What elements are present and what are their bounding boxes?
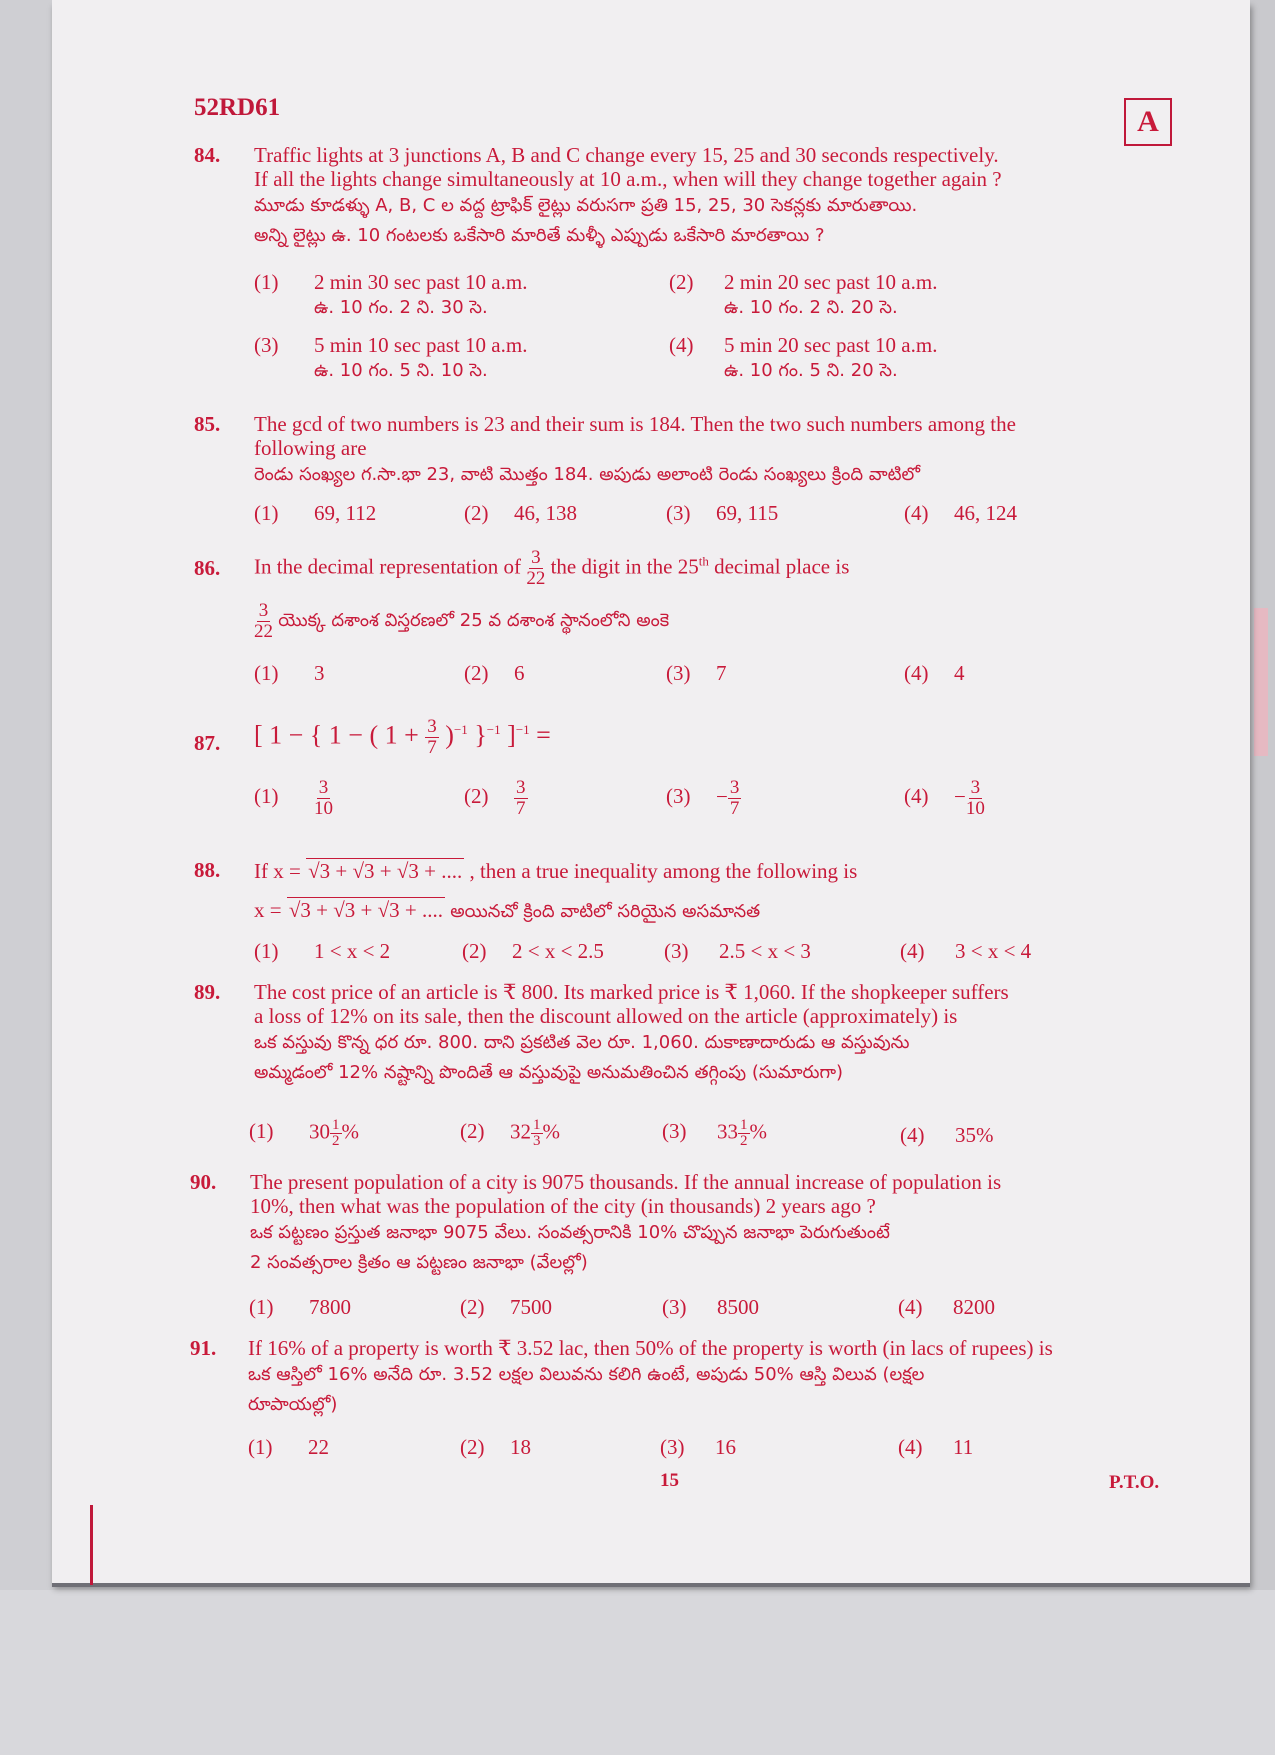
option-4[interactable]: (4) 8200 — [898, 1295, 995, 1319]
question-89 — [194, 980, 1164, 1150]
question-telugu-line: 2 సంవత్సరాల క్రితం ఆ పట్టణం జనాభా (వేలల్లో) — [250, 1252, 588, 1273]
option-3[interactable]: (3) 5 min 10 sec past 10 a.m. ఉ. 10 గం. 5 ని. 10 సె. — [254, 333, 528, 381]
question-telugu-line: ఒక వస్తువు కొన్న ధర రూ. 800. దాని ప్రకటిత వెల రూ. 1,060. దుకాణాదారుడు ఆ వస్తువును — [254, 1032, 910, 1053]
question-english-line: If all the lights change simultaneously at 10 a.m., when will they change together again ? — [254, 167, 1002, 191]
question-english-line: 10%, then what was the population of the city (in thousands) 2 years ago ? — [250, 1194, 876, 1218]
option-4[interactable]: (4) 11 — [898, 1435, 974, 1459]
option-4[interactable]: (4) 3 < x < 4 — [900, 939, 1032, 963]
page-number: 15 — [660, 1470, 679, 1491]
pto-label: P.T.O. — [1109, 1472, 1160, 1493]
question-number: 85. — [194, 412, 221, 436]
question-english-line: The present population of a city is 9075 thousands. If the annual increase of population is — [250, 1170, 1002, 1194]
option-1[interactable]: (1) 22 — [248, 1435, 329, 1459]
question-number: 84. — [194, 143, 221, 167]
option-1[interactable]: (1) $\frac{3}{10}$ — [254, 777, 333, 819]
option-3[interactable]: (3) 8500 — [662, 1295, 759, 1319]
background-below-page — [0, 1590, 1275, 1755]
question-number: 91. — [190, 1336, 217, 1360]
question-number: 89. — [194, 980, 221, 1004]
option-2[interactable]: (2) 18 — [460, 1435, 531, 1459]
option-3[interactable]: (3) 2.5 < x < 3 — [664, 939, 811, 963]
option-1[interactable]: (1) 69, 112 — [254, 501, 377, 525]
nested-radical: √3 + √3 + √3 + .... — [288, 898, 443, 922]
math-expression: [ 1 − { 1 − ( 1 + $\frac{3}{7}$ )$^{-1}$ }$^{-1}$ ]$^{-1}$ = — [254, 716, 551, 759]
nested-radical: √3 + √3 + √3 + .... — [308, 859, 463, 883]
question-telugu-line: ఒక పట్టణం ప్రస్తుత జనాభా 9075 వేలు. సంవత్సరానికి 10% చొప్పున జనాభా పెరుగుతుంటే — [250, 1222, 890, 1243]
question-telugu-line: $\frac{3}{22}$ యొక్క దశాంశ విస్తరణలో 25 వ దశాంశ స్థానంలోని అంకె — [254, 600, 670, 642]
page-tab-marker — [1254, 608, 1268, 756]
option-1[interactable]: (1) 1 < x < 2 — [254, 939, 391, 963]
option-4[interactable]: (4) − $\frac{3}{10}$ — [904, 777, 985, 819]
option-3[interactable]: (3) 69, 115 — [666, 501, 779, 525]
question-telugu-line: అమ్మడంలో 12% నష్టాన్ని పొందితే ఆ వస్తువుపై అనుమతించిన తగ్గింపు (సుమారుగా) — [254, 1062, 844, 1083]
question-88 — [194, 858, 1164, 968]
question-telugu-line: అన్ని లైట్లు ఉ. 10 గంటలకు ఒకేసారి మారితే మళ్ళీ ఎప్పుడు ఒకేసారి మారతాయి ? — [254, 225, 825, 246]
question-english-line: The gcd of two numbers is 23 and their sum is 184. Then the two such numbers among the — [254, 412, 1016, 436]
question-number: 88. — [194, 858, 221, 882]
question-text — [254, 548, 1164, 642]
question-telugu-line: రెండు సంఖ్యల గ.సా.భా 23, వాటి మొత్తం 184. అపుడు అలాంటి రెండు సంఖ్యలు క్రింది వాటిలో — [254, 464, 921, 485]
option-2[interactable]: (2) 32 $\frac{1}{3}$ % — [460, 1117, 560, 1149]
question-number: 86. — [194, 556, 221, 580]
option-2[interactable]: (2) 2 min 20 sec past 10 a.m. ఉ. 10 గం. 2 ని. 20 సె. — [669, 270, 938, 318]
question-english-line: If x = √3 + √3 + √3 + .... , then a true inequality among the following is — [254, 859, 858, 883]
option-2[interactable]: (2) 2 < x < 2.5 — [462, 939, 604, 963]
question-85 — [194, 412, 1164, 527]
option-2[interactable]: (2) 6 — [464, 661, 525, 685]
question-91 — [190, 1336, 1164, 1466]
option-1[interactable]: (1) 7800 — [249, 1295, 351, 1319]
option-1[interactable]: (1) 30 $\frac{1}{2}$ % — [249, 1117, 359, 1149]
margin-pen-mark — [90, 1505, 93, 1585]
page-margin — [1250, 0, 1275, 1755]
question-english-line: If 16% of a property is worth ₹ 3.52 lac, then 50% of the property is worth (in lacs of rupees) is — [248, 1336, 1053, 1360]
option-2[interactable]: (2) 46, 138 — [464, 501, 577, 525]
option-1[interactable]: (1) 3 — [254, 661, 325, 685]
fraction: $\frac{3}{22}$ — [254, 600, 273, 642]
question-english-line: Traffic lights at 3 junctions A, B and C change every 15, 25 and 30 seconds respectively. — [254, 143, 999, 167]
question-english-line: a loss of 12% on its sale, then the discount allowed on the article (approximately) is — [254, 1004, 958, 1028]
booklet-series-box: A — [1124, 98, 1172, 146]
question-telugu-line: మూడు కూడళ్ళు A, B, C ల వద్ద ట్రాఫిక్ లైట్లు వరుసగా ప్రతి 15, 25, 30 సెకన్లకు మారుతాయి. — [254, 195, 918, 216]
option-1[interactable]: (1) 2 min 30 sec past 10 a.m. ఉ. 10 గం. 2 ని. 30 సె. — [254, 270, 528, 318]
option-3[interactable]: (3) 7 — [666, 661, 727, 685]
question-text — [248, 1336, 1164, 1420]
question-text — [254, 858, 1164, 927]
question-telugu-line: x = √3 + √3 + √3 + .... అయినచో క్రింది వాటిలో సరియైన అసమానత — [254, 898, 761, 922]
question-telugu-line: రూపాయల్లో) — [248, 1394, 338, 1415]
question-text — [254, 412, 1164, 490]
question-87 — [194, 696, 1164, 836]
question-text — [250, 1170, 1164, 1278]
question-86 — [194, 548, 1164, 688]
fraction: $\frac{3}{7}$ — [427, 716, 437, 759]
option-2[interactable]: (2) $\frac{3}{7}$ — [464, 777, 526, 819]
option-4[interactable]: (4) 5 min 20 sec past 10 a.m. ఉ. 10 గం. 5 ని. 20 సె. — [669, 333, 938, 381]
question-english-line: The cost price of an article is ₹ 800. Its marked price is ₹ 1,060. If the shopkeeper suffers — [254, 980, 1009, 1004]
document-code: 52RD61 — [194, 94, 281, 121]
question-telugu-line: ఒక ఆస్తిలో 16% అనేది రూ. 3.52 లక్షల విలువను కలిగి ఉంటే, అపుడు 50% ఆస్తి విలువ (లక్షల — [248, 1364, 925, 1385]
option-3[interactable]: (3) 33 $\frac{1}{2}$ % — [662, 1117, 767, 1149]
option-2[interactable]: (2) 7500 — [460, 1295, 552, 1319]
question-english-line: following are — [254, 436, 367, 460]
option-3[interactable]: (3) 16 — [660, 1435, 736, 1459]
question-english-line: In the decimal representation of $\frac{3}{22}$ the digit in the 25th decimal place is — [254, 547, 850, 589]
question-90 — [190, 1170, 1164, 1320]
option-3[interactable]: (3) − $\frac{3}{7}$ — [666, 777, 740, 819]
question-text — [254, 980, 1164, 1088]
question-number: 90. — [190, 1170, 217, 1194]
option-4[interactable]: (4) 46, 124 — [904, 501, 1017, 525]
question-text — [254, 143, 1164, 251]
question-84 — [194, 143, 1164, 388]
fraction: $\frac{3}{22}$ — [526, 547, 546, 589]
option-4[interactable]: (4) 4 — [904, 661, 965, 685]
question-number: 87. — [194, 731, 221, 755]
option-4[interactable]: (4) 35% — [900, 1123, 994, 1147]
